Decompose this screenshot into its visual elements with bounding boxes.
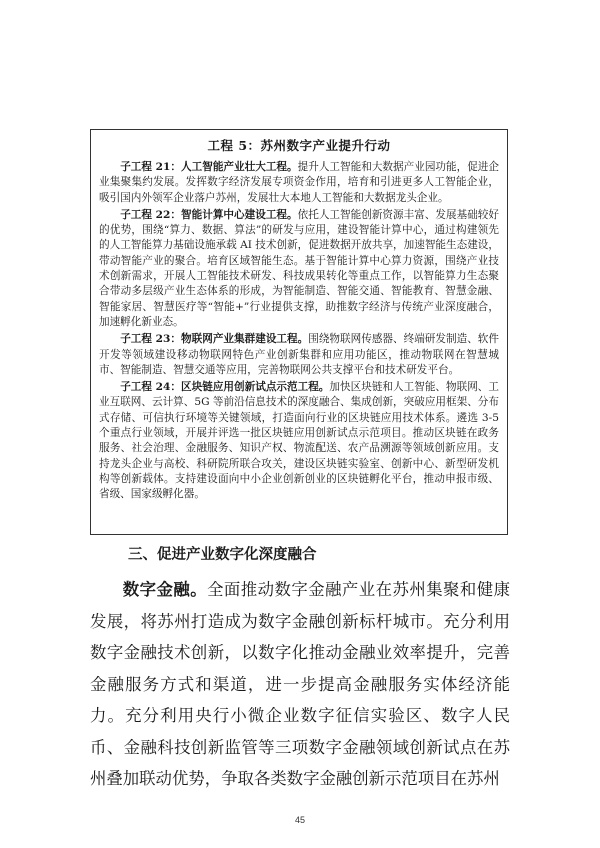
project-box xyxy=(90,129,508,535)
sub-project-text: 围绕物联网传感器、终端研发制造、软件开发等领域建设移动物联网特色产业创新集群和应用功能区，推动物联网在智慧城市、智能制造、智慧交通等应用，完善物联网公共支撑平台和技术研发平台。 xyxy=(99,333,499,376)
sub-project-text: 依托人工智能创新资源丰富、发展基础较好的优势，围绕“算力、数据、算法”的研发与应用，建设智能计算中心，通过构建领先的人工智能算力基础设施承载 AI 技术创新，促进数据开放共享，加速智能生态建设，带动智能产业的聚合。培育区域智能生态。基于智能计算中心算力资源，围绕产业技术创新需求，开展人工智能技术研发、科技成果转化等重点工作，以智能算力生态聚合带动多层级产业生态体系的形成，为智能制造、智能交通、智能教育、智慧金融、智能家居、智慧医疗等“智能+”行业提供支撑，助推数字经济与传统产业深度融合，加速孵化新业态。 xyxy=(99,208,500,328)
paragraph-lead: 数字金融。 xyxy=(122,580,208,599)
sub-project-24 xyxy=(99,380,499,502)
sub-project-text: 提升人工智能和大数据产业园功能，促进企业集聚集约发展。发挥数字经济发展专项资金作用，培育和引进更多人工智能企业，吸引国内外领军企业落户苏州，发展壮大本地人工智能和大数据龙头企业。 xyxy=(99,161,500,204)
sub-project-22 xyxy=(99,208,499,330)
paragraph-text: 全面推动数字金融产业在苏州集聚和健康发展，将苏州打造成为数字金融创新标杆城市。充分利用数字金融技术创新，以数字化推动金融业效率提升，完善金融服务方式和渠道，进一步提高金融服务实体经济能力。充分利用央行小微企业数字征信实验区、数字人民币、金融科技创新监管等三项数字金融领域创新试点在苏州叠加联动优势，争取各类数字金融创新示范项目在苏州 xyxy=(90,580,511,788)
sub-project-label: 子工程 24：区块链应用创新试点示范工程。 xyxy=(120,381,330,394)
sub-project-text: 加快区块链和人工智能、物联网、工业互联网、云计算、5G 等前沿信息技术的深度融合、集成创新，突破应用框架、分布式存储、可信执行环境等关键领域，打造面向行业的区块链应用技术体系。遴选 3-5 个重点行业领域，开展并评选一批区块链应用创新试点示范项目。推动区块链在政务服务、社会治理、金融服务、知识产权、物流配送、农产品溯源等领域创新应用。支持龙头企业与高校、科研院所联合攻关，建设区块链实验室、创新中心、新型研发机构等创新载体。支持建设面向中小企业创新创业的区块链孵化平台，推动申报市级、省级、国家级孵化器。 xyxy=(99,381,500,501)
section-heading: 三、促进产业数字化深度融合 xyxy=(128,547,317,563)
sub-project-label: 子工程 22：智能计算中心建设工程。 xyxy=(120,208,298,221)
sub-project-label: 子工程 21：人工智能产业壮大工程。 xyxy=(120,161,298,173)
body-paragraph xyxy=(90,574,510,795)
sub-project-23 xyxy=(99,332,499,378)
project-title: 工程 5：苏州数字产业提升行动 xyxy=(207,138,391,153)
sub-project-21 xyxy=(99,160,499,206)
page-number: 45 xyxy=(294,815,305,825)
sub-project-label: 子工程 23：物联网产业集群建设工程。 xyxy=(120,333,309,346)
